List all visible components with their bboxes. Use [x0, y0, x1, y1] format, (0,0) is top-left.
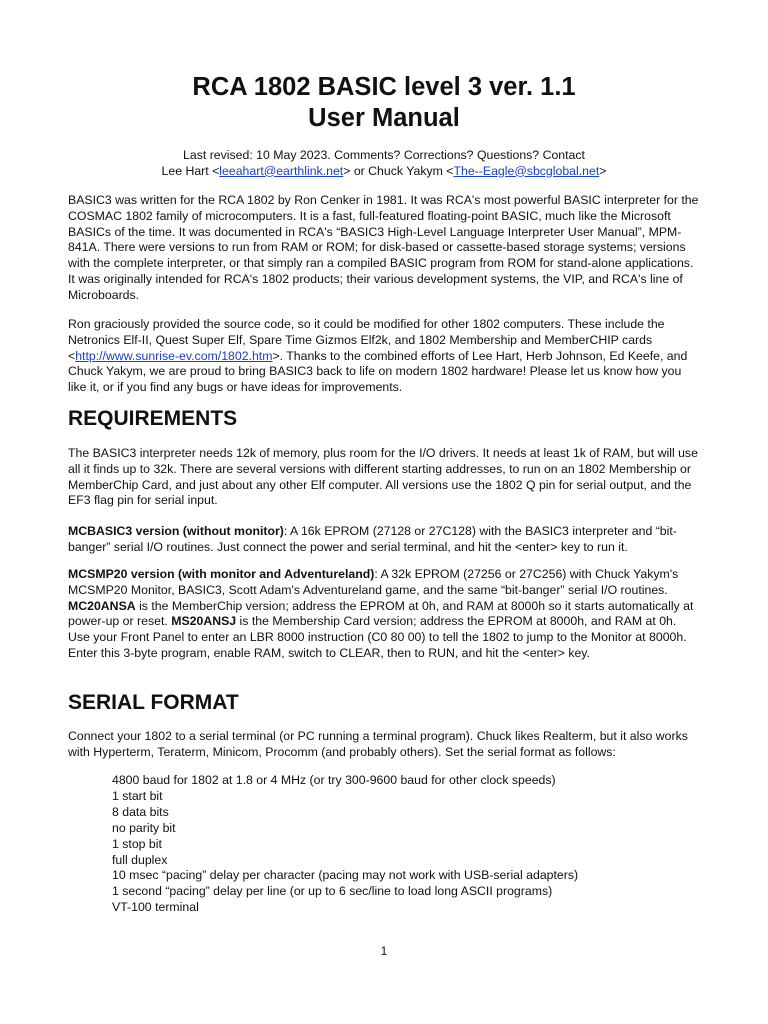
- paragraph-text: is the MemberChip version; address the EPROM at 0h, and RAM at 8000h so it starts automatically at power-up or reset.: [68, 598, 694, 629]
- mcsmp20-label: MCSMP20 version (with monitor and Adventureland): [68, 567, 375, 581]
- list-item: 1 second “pacing” delay per line (or up to 6 sec/line to load long ASCII programs): [112, 884, 553, 899]
- chuck-email-link[interactable]: The--Eagle@sbcglobal.net: [453, 163, 600, 178]
- page-number: 1: [380, 944, 388, 958]
- intro-paragraph-1: BASIC3 was written for the RCA 1802 by Ron Cenker in 1981. It was RCA's most powerful BASIC interpreter for the COSMAC 1802 family of microcomputers. It is a fast, full-featured floating-point BASIC, much like the Microsoft BASICs of the time. It was documented in RCA's “BASIC3 High-Level Language Interpreter User Manual”, MPM-841A. There were versions to run from RAM or ROM; for disk-based or cassette-based storage systems; versions with the complete interpreter, or that simply ran a compiled BASIC program from ROM for stand-alone applications. It was originally intended for RCA's 1802 products; their various development systems, the VIP, and RCA's line of Microboards.: [68, 193, 699, 302]
- mcsmp20-paragraph: [68, 567, 700, 662]
- title-line-2: User Manual: [308, 104, 460, 132]
- ms20ansj-label: MS20ANSJ: [171, 614, 237, 629]
- serial-format-heading: SERIAL FORMAT: [68, 691, 239, 714]
- lee-email-link[interactable]: leeahart@earthlink.net: [219, 163, 344, 178]
- contact-text: Lee Hart <: [161, 163, 220, 178]
- list-item: 4800 baud for 1802 at 1.8 or 4 MHz (or try 300-9600 baud for other clock speeds): [112, 773, 556, 787]
- contact-text: > or Chuck Yakym <: [343, 163, 454, 178]
- list-item: no parity bit: [112, 820, 176, 835]
- serial-paragraph: Connect your 1802 to a serial terminal (or PC running a terminal program). Chuck likes Realterm, but it also works with Hyperterm, Teraterm, Minicom, Procomm (and probably others). Set the serial format as follows:: [68, 729, 688, 759]
- mcbasic3-label: MCBASIC3 version (without monitor): [68, 524, 284, 538]
- contact-text: >: [599, 163, 607, 178]
- intro-paragraph-2: [68, 317, 700, 396]
- list-item: 8 data bits: [112, 804, 169, 819]
- title-line-1: RCA 1802 BASIC level 3 ver. 1.1: [192, 73, 576, 101]
- contact-line: [68, 164, 700, 180]
- paragraph-text: Ron graciously provided the source code, so it could be modified for other 1802 computers. These include the Netronics Elf-II, Quest Super Elf, Spare Time Gizmos Elf2k, and 1802 Membership and MemberCHIP cards <: [68, 317, 665, 363]
- revision-line: Last revised: 10 May 2023. Comments? Corrections? Questions? Contact: [183, 148, 585, 162]
- paragraph-text: is the Membership Card version; address the EPROM at 8000h, and RAM at 0h. Use your Front Panel to enter an LBR 8000 instruction (C0 80 00) to tell the 1802 to jump to the Monitor at 8000h. Enter this 3-byte program, enable RAM, switch to CLEAR, then to RUN, and hit the <enter> key.: [68, 614, 687, 660]
- mcbasic3-paragraph: [68, 524, 700, 556]
- list-item: 10 msec “pacing” delay per character (pacing may not work with USB-serial adapters): [112, 868, 579, 883]
- requirements-heading: REQUIREMENTS: [68, 407, 238, 430]
- revision-note: [68, 148, 700, 179]
- list-item: VT-100 terminal: [112, 900, 199, 915]
- paragraph-text: >. Thanks to the combined efforts of Lee Hart, Herb Johnson, Ed Keefe, and Chuck Yakym, we are proud to bring BASIC3 back to life on modern 1802 hardware! Please let us know how you like it, or if you find any bugs or have ideas for improvements.: [68, 348, 688, 395]
- paragraph-text: : A 16k EPROM (27128 or 27C128) with the BASIC3 interpreter and “bit-banger” serial I/O routines. Just connect the power and serial terminal, and hit the <enter> key to run it.: [68, 524, 677, 554]
- serial-settings-list: [112, 773, 578, 916]
- requirements-paragraph: The BASIC3 interpreter needs 12k of memory, plus room for the I/O drivers. It needs at least 1k of RAM, but will use all it finds up to 32k. There are several versions with different starting addresses, to run on an 1802 Membership or MemberChip Card, and just about any other Elf computer. All versions use the 1802 Q pin for serial output, and the EF3 flag pin for serial input.: [68, 446, 698, 508]
- paragraph-text: : A 32k EPROM (27256 or 27C256) with Chuck Yakym's MCSMP20 Monitor, BASIC3, Scott Adam's Adventureland game, and the same “bit-banger” serial I/O routines.: [68, 567, 679, 597]
- sunrise-link[interactable]: http://www.sunrise-ev.com/1802.htm: [75, 348, 273, 363]
- list-item: full duplex: [112, 852, 168, 867]
- list-item: 1 start bit: [112, 788, 163, 803]
- mc20ansa-label: MC20ANSA: [68, 598, 136, 613]
- list-item: 1 stop bit: [112, 836, 162, 851]
